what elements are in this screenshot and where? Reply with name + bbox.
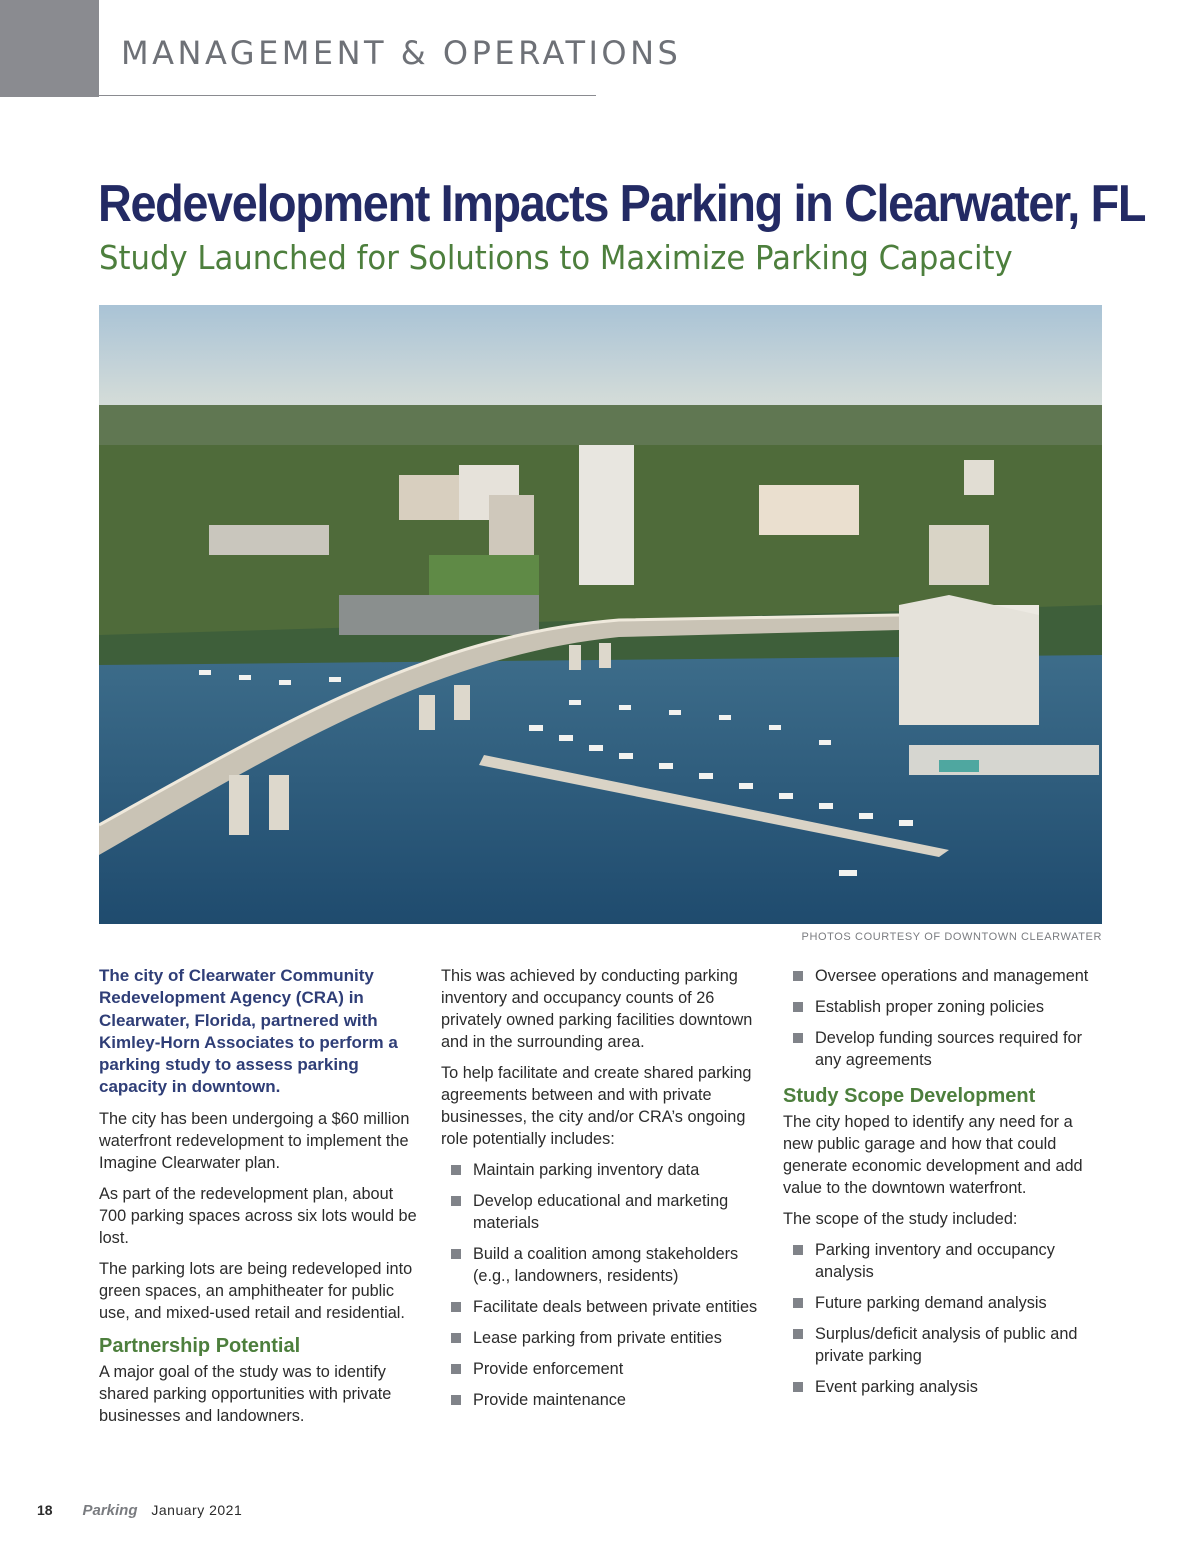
scope-list xyxy=(783,1239,1103,1398)
photo-credit: PHOTOS COURTESY OF DOWNTOWN CLEARWATER xyxy=(801,931,1102,943)
list-item: Oversee operations and management xyxy=(783,965,1103,987)
list-item: Future parking demand analysis xyxy=(783,1292,1103,1314)
list-item: Event parking analysis xyxy=(783,1376,1103,1398)
list-item: Develop educational and marketing materials xyxy=(441,1190,766,1234)
aerial-photo xyxy=(99,305,1102,924)
bullet-square-icon xyxy=(451,1302,461,1312)
role-list xyxy=(441,1159,766,1411)
header-corner-block xyxy=(0,0,99,97)
bullet-square-icon xyxy=(793,1245,803,1255)
list-item: Build a coalition among stakeholders (e.g., landowners, residents) xyxy=(441,1243,766,1287)
body-paragraph: The scope of the study included: xyxy=(783,1210,1018,1228)
article-subtitle: Study Launched for Solutions to Maximize Parking Capacity xyxy=(99,238,1013,277)
list-item: Develop funding sources required for any agreements xyxy=(783,1027,1103,1071)
body-paragraph: The parking lots are being redeveloped into green spaces, an amphitheater for public use, and mixed-used retail and residential. xyxy=(99,1259,413,1322)
column-1 xyxy=(99,965,421,1436)
bullet-square-icon xyxy=(451,1165,461,1175)
bullet-square-icon xyxy=(793,1033,803,1043)
list-item: Provide enforcement xyxy=(441,1358,766,1380)
bullet-square-icon xyxy=(451,1364,461,1374)
bullet-square-icon xyxy=(793,971,803,981)
body-paragraph: To help facilitate and create shared parking agreements between and with private businesses, the city and/or CRA’s ongoing role potentially includes: xyxy=(441,1064,752,1148)
list-item: Parking inventory and occupancy analysis xyxy=(783,1239,1103,1283)
bullet-square-icon xyxy=(451,1395,461,1405)
magazine-name: Parking xyxy=(82,1502,138,1519)
bullet-square-icon xyxy=(793,1002,803,1012)
list-item: Establish proper zoning policies xyxy=(783,996,1103,1018)
bullet-square-icon xyxy=(451,1249,461,1259)
body-paragraph: This was achieved by conducting parking inventory and occupancy counts of 26 privately owned parking facilities downtown and in the surrounding area. xyxy=(441,967,753,1051)
body-paragraph: A major goal of the study was to identify shared parking opportunities with private businesses and landowners. xyxy=(99,1362,392,1425)
article-title: Redevelopment Impacts Parking in Clearwater, FL xyxy=(98,175,1146,233)
section-heading-partnership: Partnership Potential xyxy=(99,1334,301,1357)
page-number: 18 xyxy=(37,1502,53,1518)
section-label: MANAGEMENT & OPERATIONS xyxy=(121,34,682,72)
body-paragraph: As part of the redevelopment plan, about 700 parking spaces across six lots would be lost. xyxy=(99,1184,417,1247)
bullet-square-icon xyxy=(451,1196,461,1206)
header-rule xyxy=(99,95,596,96)
column-2 xyxy=(441,965,766,1423)
list-item: Surplus/deficit analysis of public and private parking xyxy=(783,1323,1103,1367)
list-item: Provide maintenance xyxy=(441,1389,766,1411)
bullet-square-icon xyxy=(793,1329,803,1339)
lead-paragraph: The city of Clearwater Community Redevelopment Agency (CRA) in Clearwater, Florida, partnered with Kimley-Horn Associates to perform a parking study to assess parking capacity in downtown. xyxy=(99,966,398,1097)
list-item: Lease parking from private entities xyxy=(441,1327,766,1349)
issue-date: January 2021 xyxy=(151,1502,243,1518)
list-item: Maintain parking inventory data xyxy=(441,1159,766,1181)
body-paragraph: The city has been undergoing a $60 million waterfront redevelopment to implement the Imagine Clearwater plan. xyxy=(99,1109,410,1172)
role-list-continued xyxy=(783,965,1103,1071)
bullet-square-icon xyxy=(793,1382,803,1392)
body-paragraph: The city hoped to identify any need for a new public garage and how that could generate economic development and add value to the downtown waterfront. xyxy=(783,1113,1083,1197)
page-footer xyxy=(37,1502,242,1519)
bullet-square-icon xyxy=(793,1298,803,1308)
list-item: Facilitate deals between private entities xyxy=(441,1296,766,1318)
column-3 xyxy=(783,965,1103,1410)
section-heading-study-scope: Study Scope Development xyxy=(783,1085,1036,1107)
bullet-square-icon xyxy=(451,1333,461,1343)
